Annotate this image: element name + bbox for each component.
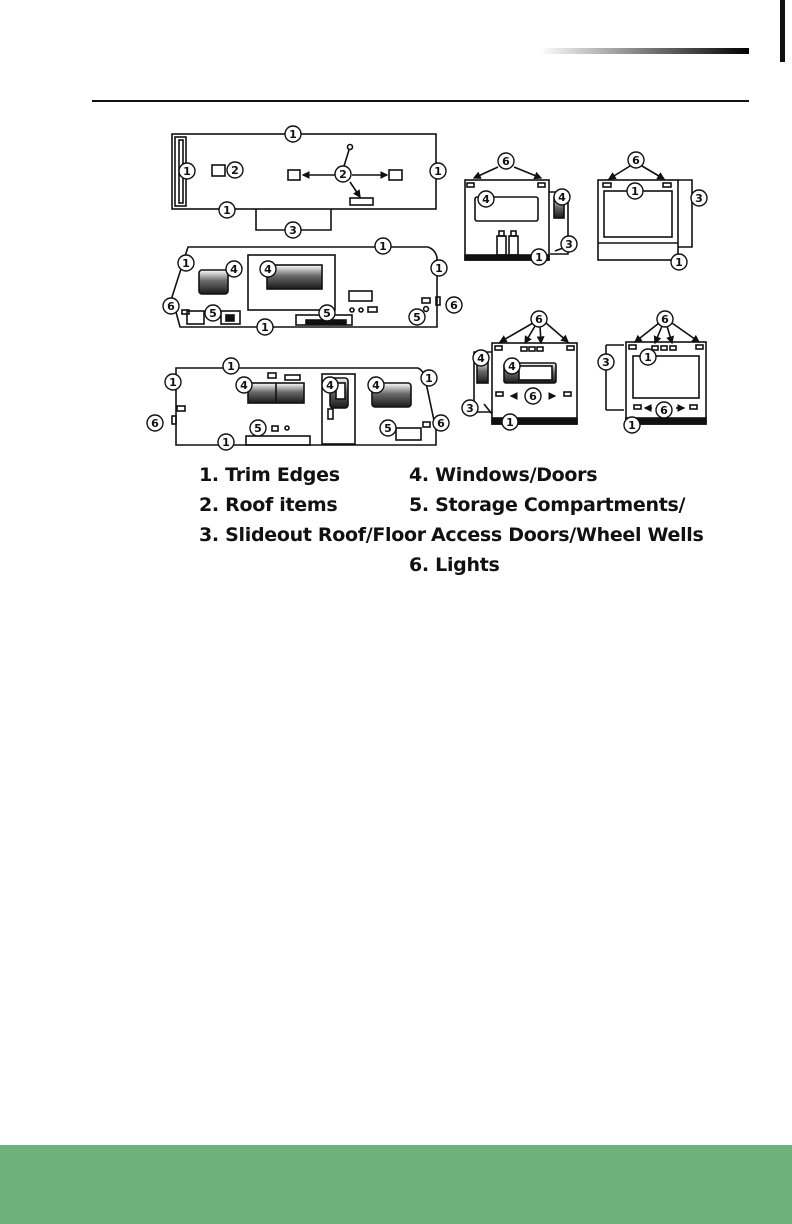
callout-5 <box>409 309 425 325</box>
svg-text:3: 3 <box>466 402 474 415</box>
svg-text:1: 1 <box>628 419 636 432</box>
callout-4 <box>368 377 384 393</box>
svg-text:6: 6 <box>502 155 510 168</box>
svg-text:4: 4 <box>482 193 490 206</box>
callout-3 <box>285 222 301 238</box>
svg-text:1: 1 <box>183 165 191 178</box>
legend-item-windows-doors: 4. Windows/Doors <box>409 464 598 486</box>
callout-6 <box>446 297 462 313</box>
svg-text:6: 6 <box>437 417 445 430</box>
svg-text:1: 1 <box>675 256 683 269</box>
callout-6 <box>525 388 541 404</box>
rear-view-a <box>598 166 692 260</box>
svg-text:1: 1 <box>227 360 235 373</box>
svg-text:2: 2 <box>231 164 239 177</box>
svg-text:4: 4 <box>230 263 238 276</box>
legend-item-storage-cont: Access Doors/Wheel Wells <box>431 524 704 546</box>
callout-6 <box>657 311 673 327</box>
callout-1 <box>421 370 437 386</box>
svg-text:4: 4 <box>326 379 334 392</box>
callout-badges <box>147 126 707 450</box>
svg-text:4: 4 <box>508 360 516 373</box>
callout-6 <box>628 152 644 168</box>
svg-text:6: 6 <box>632 154 640 167</box>
legend-item-lights: 6. Lights <box>409 554 500 576</box>
callout-2 <box>227 162 243 178</box>
svg-text:3: 3 <box>695 192 703 205</box>
header-rule <box>92 100 749 102</box>
roof-view <box>172 134 436 230</box>
callout-1 <box>285 126 301 142</box>
legend-item-roof-items: 2. Roof items <box>199 494 338 516</box>
callout-1 <box>179 163 195 179</box>
svg-text:1: 1 <box>631 185 639 198</box>
callout-4 <box>554 189 570 205</box>
legend-left <box>199 460 426 550</box>
header-gradient-bar <box>540 48 749 54</box>
svg-text:5: 5 <box>209 307 217 320</box>
svg-text:2: 2 <box>339 168 347 181</box>
callout-5 <box>205 305 221 321</box>
callout-1 <box>218 434 234 450</box>
legend-right <box>409 460 704 580</box>
svg-text:1: 1 <box>644 351 652 364</box>
rv-diagram <box>138 122 738 449</box>
front-view-a <box>465 167 568 260</box>
callout-6 <box>498 153 514 169</box>
callout-3 <box>598 354 614 370</box>
svg-text:4: 4 <box>558 191 566 204</box>
callout-6 <box>147 415 163 431</box>
svg-text:5: 5 <box>323 307 331 320</box>
callout-1 <box>219 202 235 218</box>
callout-6 <box>656 402 672 418</box>
callout-1 <box>671 254 687 270</box>
svg-text:1: 1 <box>289 128 297 141</box>
callout-1 <box>502 414 518 430</box>
svg-text:6: 6 <box>167 300 175 313</box>
svg-text:5: 5 <box>254 422 262 435</box>
callout-3 <box>561 236 577 252</box>
svg-text:3: 3 <box>289 224 297 237</box>
svg-text:1: 1 <box>261 321 269 334</box>
callout-6 <box>433 415 449 431</box>
callout-5 <box>250 420 266 436</box>
callout-4 <box>226 261 242 277</box>
legend-item-trim-edges: 1. Trim Edges <box>199 464 340 486</box>
svg-text:3: 3 <box>602 356 610 369</box>
svg-text:1: 1 <box>506 416 514 429</box>
svg-text:5: 5 <box>384 422 392 435</box>
svg-text:6: 6 <box>529 390 537 403</box>
front-view-b <box>474 323 577 424</box>
callout-1 <box>531 249 547 265</box>
callout-4 <box>478 191 494 207</box>
legend-item-storage: 5. Storage Compartments/ <box>409 494 686 516</box>
callout-3 <box>462 400 478 416</box>
svg-text:4: 4 <box>372 379 380 392</box>
callout-2 <box>335 166 351 182</box>
callout-1 <box>640 349 656 365</box>
callout-5 <box>319 305 335 321</box>
legend-item-slideout: 3. Slideout Roof/Floor <box>199 524 426 546</box>
svg-text:1: 1 <box>223 204 231 217</box>
callout-4 <box>473 350 489 366</box>
page-edge-tab <box>780 0 785 62</box>
svg-text:6: 6 <box>660 404 668 417</box>
svg-text:1: 1 <box>169 376 177 389</box>
callout-4 <box>236 377 252 393</box>
callout-1 <box>223 358 239 374</box>
side-view-b <box>172 368 436 445</box>
callout-1 <box>624 417 640 433</box>
svg-text:1: 1 <box>425 372 433 385</box>
svg-text:1: 1 <box>182 257 190 270</box>
callout-1 <box>257 319 273 335</box>
svg-text:6: 6 <box>661 313 669 326</box>
svg-text:6: 6 <box>450 299 458 312</box>
svg-text:1: 1 <box>435 262 443 275</box>
callout-4 <box>322 377 338 393</box>
svg-text:4: 4 <box>240 379 248 392</box>
svg-text:1: 1 <box>379 240 387 253</box>
svg-text:3: 3 <box>565 238 573 251</box>
callout-3 <box>691 190 707 206</box>
svg-text:4: 4 <box>264 263 272 276</box>
callout-1 <box>430 163 446 179</box>
callout-5 <box>380 420 396 436</box>
svg-text:6: 6 <box>151 417 159 430</box>
callout-1 <box>375 238 391 254</box>
svg-text:6: 6 <box>535 313 543 326</box>
callout-1 <box>178 255 194 271</box>
callout-6 <box>531 311 547 327</box>
callout-4 <box>260 261 276 277</box>
callout-1 <box>165 374 181 390</box>
callout-1 <box>431 260 447 276</box>
callout-6 <box>163 298 179 314</box>
callout-4 <box>504 358 520 374</box>
svg-text:1: 1 <box>434 165 442 178</box>
svg-text:4: 4 <box>477 352 485 365</box>
footer-band <box>0 1145 792 1224</box>
svg-text:1: 1 <box>222 436 230 449</box>
svg-text:1: 1 <box>535 251 543 264</box>
callout-1 <box>627 183 643 199</box>
svg-text:5: 5 <box>413 311 421 324</box>
